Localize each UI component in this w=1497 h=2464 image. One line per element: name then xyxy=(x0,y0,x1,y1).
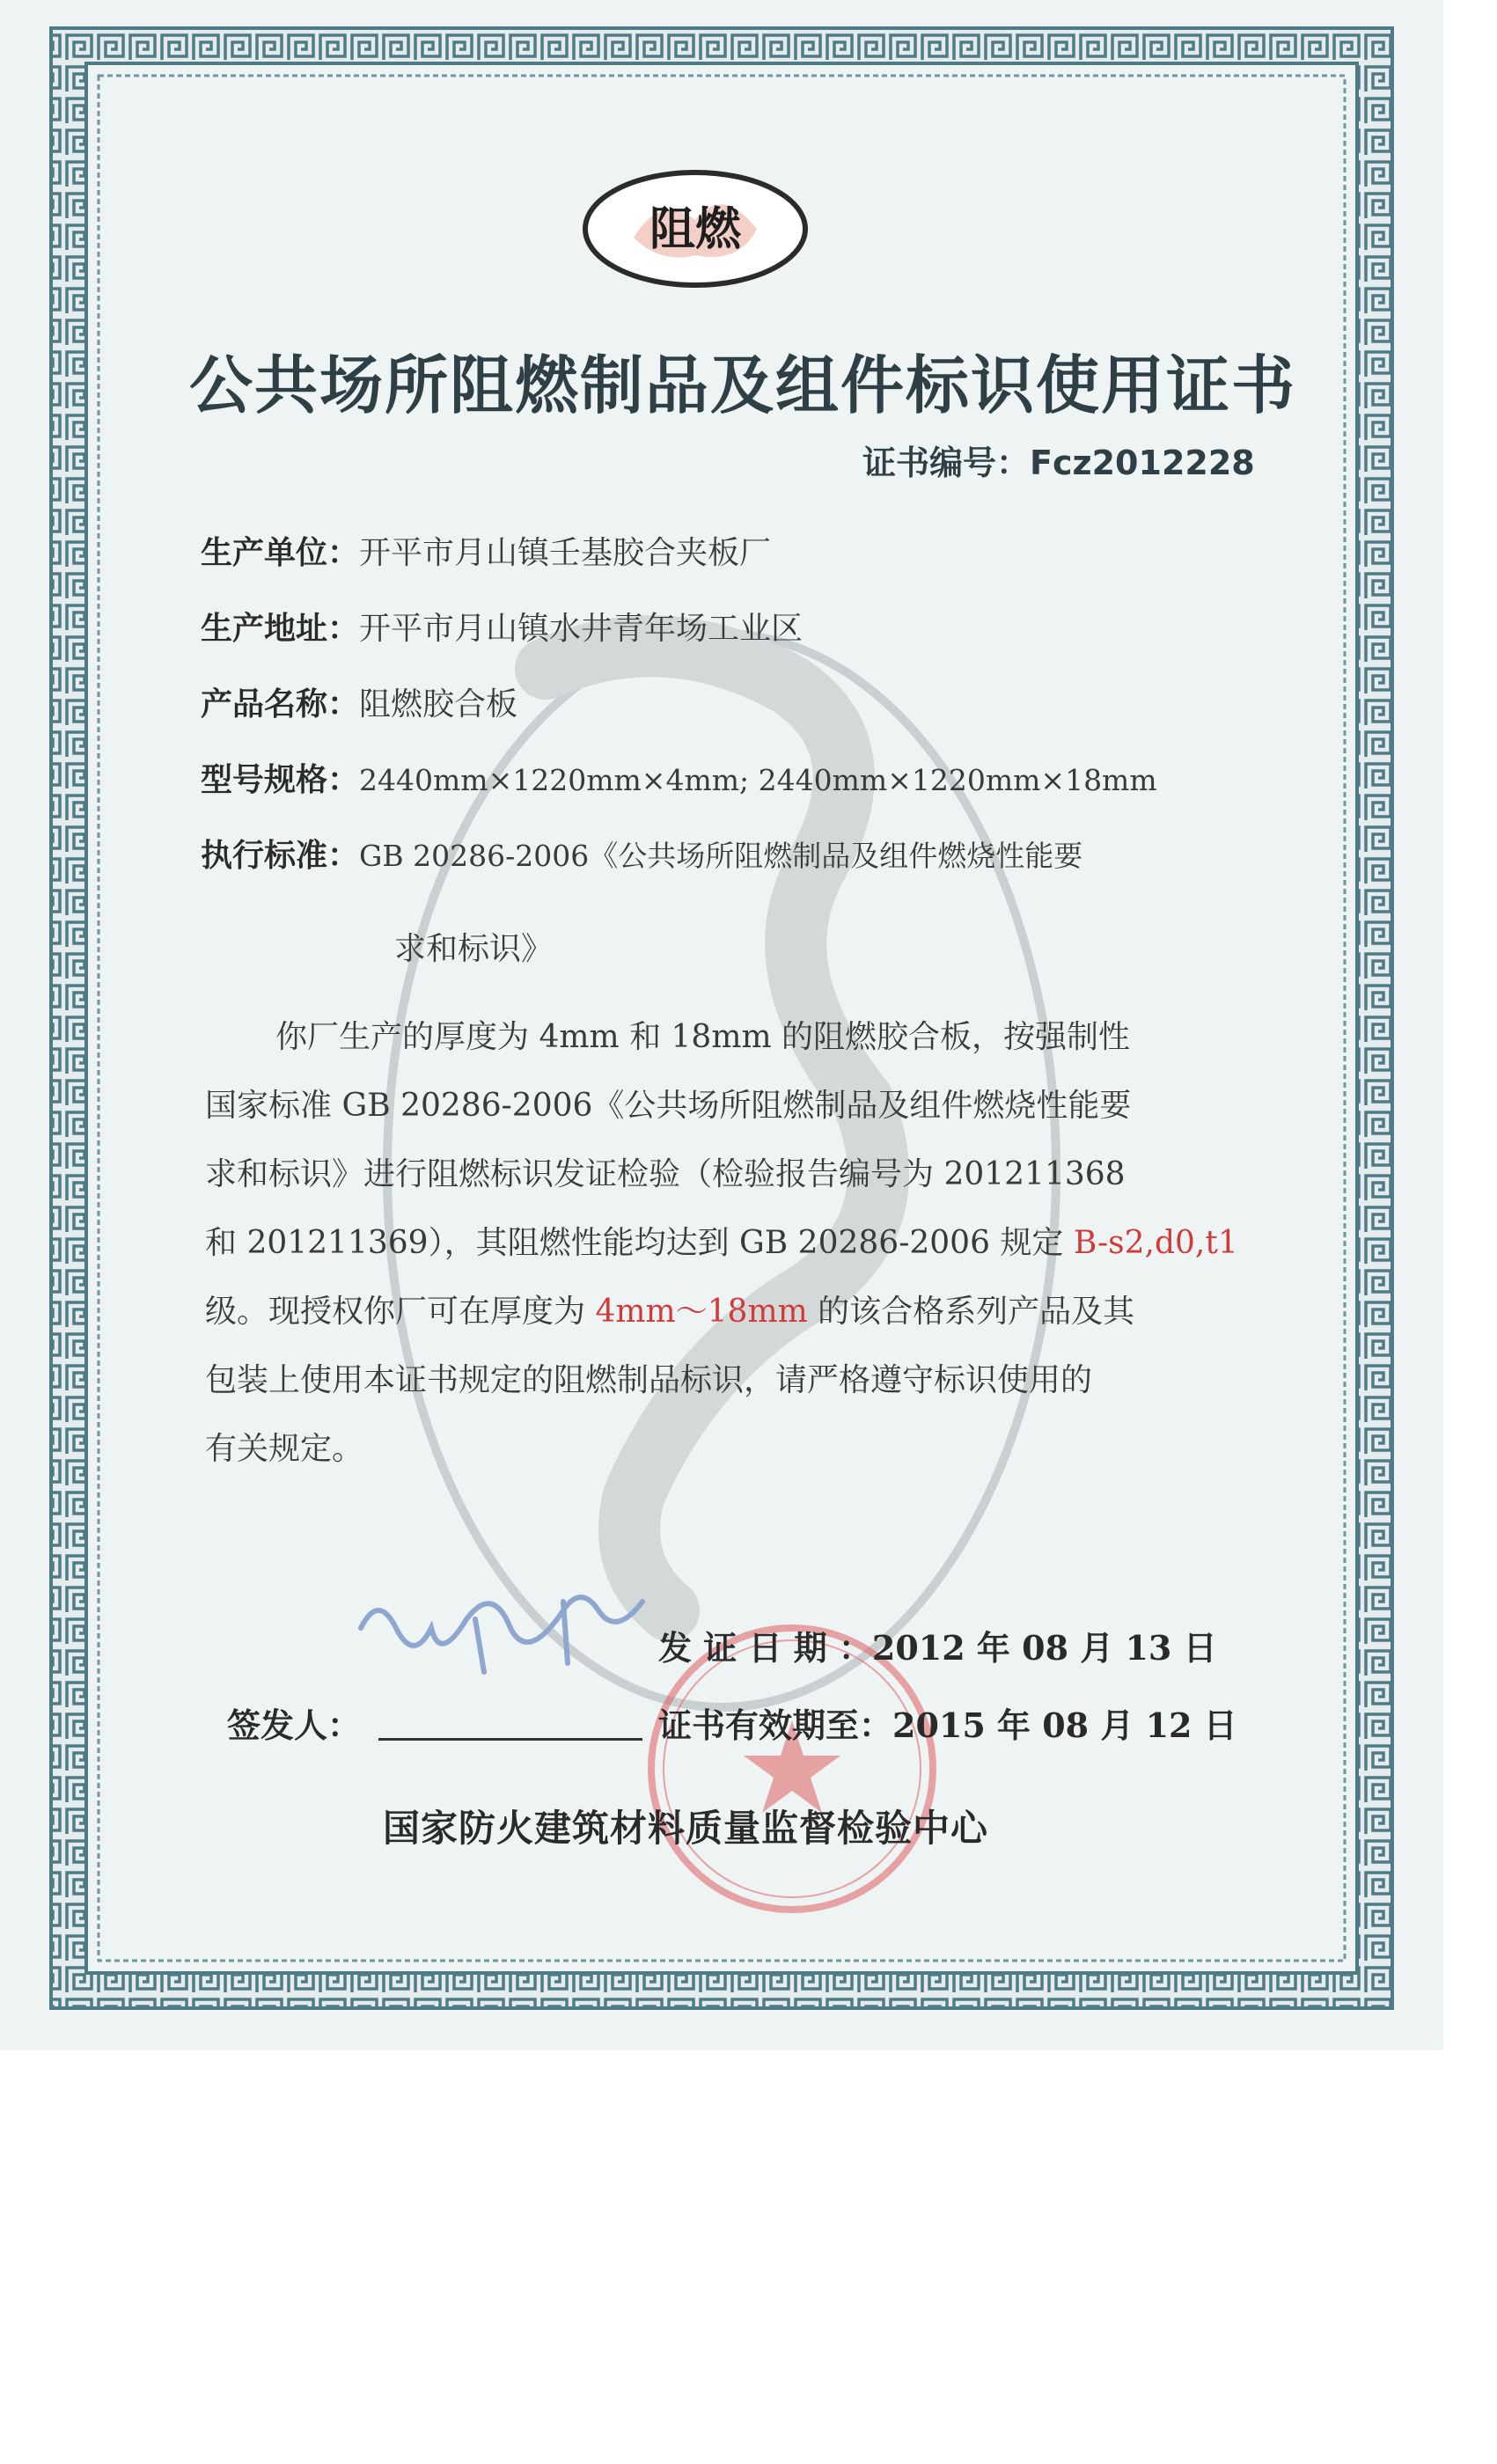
field-manufacturer xyxy=(201,528,771,573)
field-product-name xyxy=(201,679,517,724)
body-line: 求和标识》进行阻燃标识发证检验（检验报告编号为 201211368 xyxy=(205,1156,1126,1192)
field-value: 开平市月山镇水井青年场工业区 xyxy=(359,611,804,647)
field-label: 生产地址： xyxy=(201,611,360,647)
field-value: 开平市月山镇壬基胶合夹板厂 xyxy=(359,535,772,571)
certificate-number-value: Fcz2012228 xyxy=(1030,444,1255,482)
field-model-spec xyxy=(201,755,1157,800)
body-line: 包装上使用本证书规定的阻燃制品标识，请严格遵守标识使用的 xyxy=(205,1362,1093,1398)
body-line xyxy=(205,1218,1238,1263)
body-line: 有关规定。 xyxy=(205,1431,364,1467)
body-text: 和 201211369），其阻燃性能均达到 GB 20286-2006 规定 xyxy=(205,1225,1074,1261)
body-line: 国家标准 GB 20286-2006《公共场所阻燃制品及组件燃烧性能要 xyxy=(205,1088,1132,1124)
field-address xyxy=(201,604,803,649)
field-label: 产品名称： xyxy=(201,686,360,722)
body-line xyxy=(205,1287,1134,1331)
field-value: 2440mm×1220mm×4mm; 2440mm×1220mm×18mm xyxy=(359,763,1157,797)
flame-retardant-logo xyxy=(581,167,810,294)
issue-date xyxy=(658,1621,1217,1669)
valid-until-label: 证书有效期至： xyxy=(658,1706,893,1745)
official-seal xyxy=(651,1628,933,1910)
issuing-authority: 国家防火建筑材料质量监督检验中心 xyxy=(383,1807,989,1850)
field-standard xyxy=(201,831,1082,876)
certificate-title: 公共场所阻燃制品及组件标识使用证书 xyxy=(189,348,1297,422)
logo-text: 阻燃 xyxy=(649,203,742,256)
valid-until-value: 2015 年 08 月 12 日 xyxy=(892,1705,1237,1745)
field-label: 生产单位： xyxy=(201,535,360,571)
certificate-number-label: 证书编号： xyxy=(862,444,1031,482)
certificate-number xyxy=(862,436,1255,484)
field-label: 型号规格： xyxy=(201,762,360,798)
body-text: 的该合格系列产品及其 xyxy=(807,1294,1135,1330)
grade-highlight: B-s2,d0,t1 xyxy=(1073,1225,1238,1261)
body-text: 级。现授权你厂可在厚度为 xyxy=(205,1294,596,1330)
thickness-highlight: 4mm～18mm xyxy=(595,1294,808,1330)
issue-date-label: 发 证 日 期 ： xyxy=(658,1629,872,1668)
signer-label: 签发人： xyxy=(227,1706,362,1745)
signature-scribble xyxy=(361,1597,642,1672)
field-value: GB 20286-2006《公共场所阻燃制品及组件燃烧性能要 xyxy=(359,839,1083,873)
field-label: 执行标准： xyxy=(201,838,360,874)
signature-line xyxy=(378,1738,642,1741)
body-line: 你厂生产的厚度为 4mm 和 18mm 的阻燃胶合板，按强制性 xyxy=(275,1019,1131,1055)
field-standard-continuation: 求和标识》 xyxy=(394,931,554,967)
field-value: 阻燃胶合板 xyxy=(359,686,518,722)
issue-date-value: 2012 年 08 月 13 日 xyxy=(871,1628,1217,1668)
valid-until xyxy=(658,1698,1237,1747)
